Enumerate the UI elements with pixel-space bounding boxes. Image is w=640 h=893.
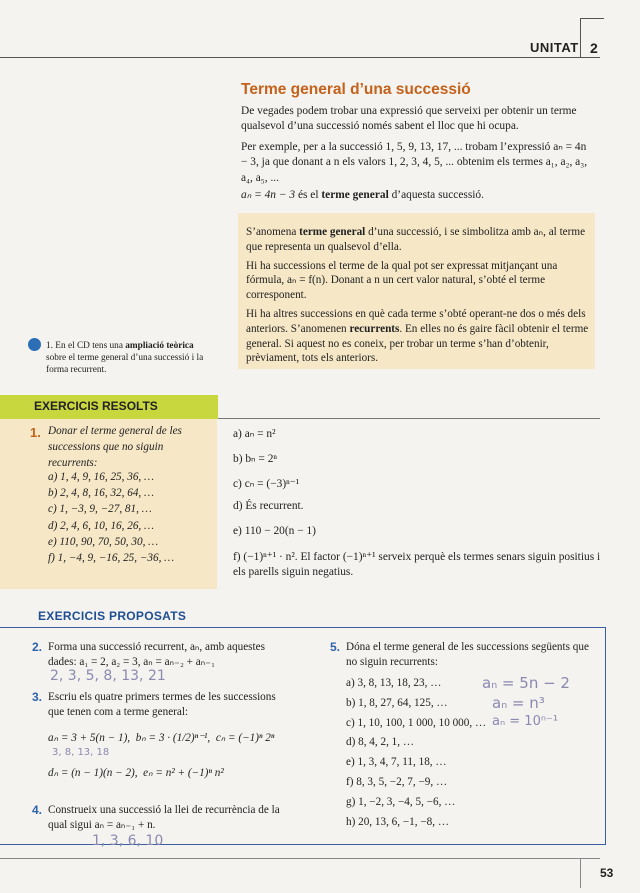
ex4-number: 4.: [32, 803, 43, 817]
section-title: Terme general d’una successió: [241, 81, 471, 98]
unit-number: 2: [590, 40, 598, 56]
solved-item: f) 1, −4, 9, −16, 25, −36, …: [48, 552, 175, 565]
footer-rule: [0, 858, 600, 859]
solved-answer-e: e) 110 − 20(n − 1): [233, 525, 316, 537]
cd-note: 1. En el CD tens una ampliació teòrica sobre el terme general d’una successió i la forma recurrent.: [46, 340, 214, 376]
ex5c-handwriting: aₙ = 10ⁿ⁻¹: [492, 714, 559, 729]
ex3-formulas-1: aₙ = 3 + 5(n − 1), bₙ = 3 · (1/2)ⁿ⁻¹, cₙ = (−1)ⁿ 2ⁿ: [48, 732, 275, 744]
solved-heading-band: [0, 395, 218, 419]
solved-heading: EXERCICIS RESOLTS: [34, 399, 158, 413]
proposed-heading: EXERCICIS PROPOSATS: [38, 609, 187, 623]
solved-item-list: [48, 469, 174, 566]
solved-heading-rule: [218, 418, 600, 419]
definition-box: [238, 213, 595, 369]
solved-answer-b: b) bₙ = 2ⁿ: [233, 453, 277, 465]
definition-paragraph-3: Hi ha altres successions en què cada terme s’obté operant-ne dos o més dels anteriors. S’anomenen recurrents. En elles no és gaire fàcil obtenir el terme general. Si aquest no es coneix, per trobar un terme s’han d’obtenir, prèviament, tots els anteriors.: [246, 307, 589, 365]
ex5-item: h) 20, 13, 6, −1, −8, …: [346, 815, 450, 828]
header-rule: [0, 57, 600, 58]
page-number: 53: [600, 866, 614, 880]
ex3-handwriting: 3, 8, 13, 18: [52, 747, 110, 758]
solved-answer-c: c) cₙ = (−3)ⁿ⁻¹: [233, 478, 300, 490]
ex4-text: Construeix una successió la llei de recurrència de la qual sigui aₙ = aₙ₋₁ + n.: [48, 804, 280, 831]
ex5-item: e) 1, 3, 4, 7, 11, 18, …: [346, 756, 447, 769]
intro-paragraph-2: Per exemple, per a la successió 1, 5, 9, 13, 17, ... trobam l’expressió aₙ = 4n − 3, ja que donant a n els valors 1, 2, 3, 4, 5, ... obtenim els termes a₁, a₂, a₃, a₄, a₅, ...: [241, 141, 588, 184]
definition-paragraph-2: Hi ha successions el terme de la qual pot ser expressat mitjançant una fórmula, aₙ = f(n). Donant a n un cert valor natural, s’obté el terme corresponent.: [246, 259, 558, 302]
ex5b-handwriting: aₙ = n³: [492, 694, 545, 712]
ex3-formulas-2: dₙ = (n − 1)(n − 2), eₙ = n² + (−1)ⁿ n²: [48, 767, 224, 779]
ex5-item: c) 1, 10, 100, 1 000, 10 000, …: [346, 716, 487, 729]
cd-icon: [28, 338, 41, 351]
intro-paragraph-1: De vegades podem trobar una expressió que serveixi per obtenir un terme qualsevol d’una successió només sabent el lloc que hi ocupa.: [241, 105, 577, 133]
ex2-number: 2.: [32, 640, 43, 654]
solved-item: a) 1, 4, 9, 16, 25, 36, …: [48, 471, 154, 483]
ex5-item: f) 8, 3, 5, −2, 7, −9, …: [346, 775, 448, 788]
ex2-text: Forma una successió recurrent, aₙ, amb aquestes dades: a₁ = 2, a₂ = 3, aₙ = aₙ₋₂ + aₙ₋₁: [48, 641, 265, 668]
proposed-box: [0, 627, 606, 849]
ex4-handwriting: 1, 3, 6, 10: [92, 833, 164, 849]
solved-answer-f: f) (−1)ⁿ⁺¹ · n². El factor (−1)ⁿ⁺¹ serveix perquè els termes senars siguin positius i els parells siguin negatius.: [233, 551, 601, 578]
ex3-text: Escriu els quatre primers termes de les successions que tenen com a terme general:: [48, 691, 276, 718]
definition-paragraph-1: S’anomena terme general d’una successió, i se simbolitza amb aₙ, al terme que representa un qualsevol d’ella.: [246, 226, 586, 253]
ex2-handwriting: 2, 3, 5, 8, 13, 21: [50, 668, 166, 684]
ex5-item: a) 3, 8, 13, 18, 23, …: [346, 677, 442, 689]
ex5-item: g) 1, −2, 3, −4, 5, −6, …: [346, 795, 456, 808]
footer-tab-rule: [580, 858, 581, 888]
ex5-item: b) 1, 8, 27, 64, 125, …: [346, 696, 448, 709]
solved-number: 1.: [30, 425, 41, 440]
solved-item: c) 1, −3, 9, −27, 81, …: [48, 503, 152, 516]
solved-answer-a: a) aₙ = n²: [233, 428, 276, 440]
header-tab-top-rule: [580, 18, 604, 19]
solved-item: b) 2, 4, 8, 16, 32, 64, …: [48, 487, 154, 500]
solved-item: d) 2, 4, 6, 10, 16, 26, …: [48, 519, 154, 532]
unit-label: UNITAT: [530, 40, 579, 55]
solved-statement: Donar el terme general de les successions que no siguin recurrents:: [48, 425, 182, 470]
ex5-item-list: [346, 674, 486, 832]
ex5a-handwriting: aₙ = 5n − 2: [482, 674, 570, 692]
intro-paragraph-3: aₙ = 4n − 3 és el terme general d’aquesta successió.: [241, 189, 484, 201]
ex5-text: Dóna el terme general de les successions següents que no siguin recurrents:: [346, 641, 589, 668]
solved-answer-d: d) És recurrent.: [233, 500, 304, 512]
solved-statement-box: [0, 419, 217, 589]
ex3-number: 3.: [32, 690, 43, 704]
ex5-item: d) 8, 4, 2, 1, …: [346, 736, 415, 749]
ex5-number: 5.: [330, 640, 341, 654]
header-tab-rule: [580, 18, 581, 58]
solved-item: e) 110, 90, 70, 50, 30, …: [48, 535, 159, 548]
